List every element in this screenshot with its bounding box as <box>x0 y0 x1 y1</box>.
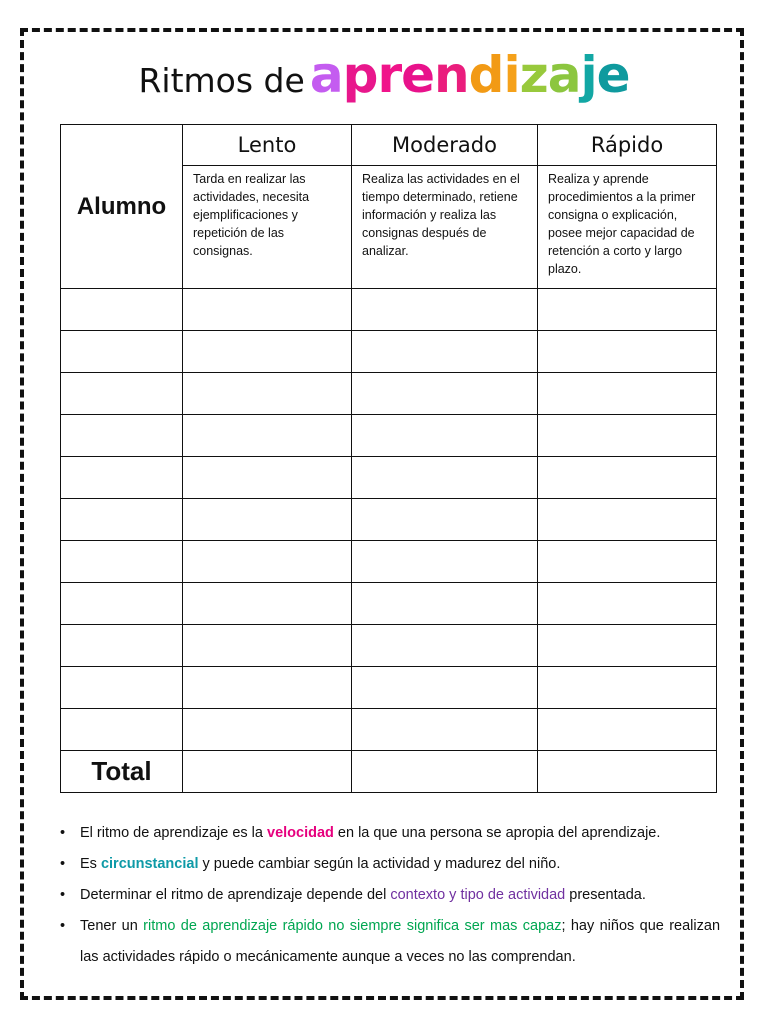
table-cell <box>61 541 183 583</box>
description-lento: Tarda en realizar las actividades, necesita ejemplificaciones y repetición de las consignas. <box>183 166 352 289</box>
total-row <box>61 751 717 793</box>
page-title <box>0 46 768 104</box>
table-cell <box>61 583 183 625</box>
column-header-moderado: Moderado <box>352 125 538 166</box>
table-row <box>61 583 717 625</box>
table-cell <box>183 583 352 625</box>
table-row <box>61 625 717 667</box>
table-cell <box>183 667 352 709</box>
table-cell <box>352 583 538 625</box>
title-letter: i <box>503 46 520 104</box>
note-text: en la que una persona se apropia del aprendizaje. <box>333 825 661 841</box>
table-cell <box>61 289 183 331</box>
table-cell <box>61 457 183 499</box>
table-row <box>61 331 717 373</box>
note-item <box>60 880 720 911</box>
table-row <box>61 289 717 331</box>
table-row <box>61 541 717 583</box>
table-cell <box>61 499 183 541</box>
table-cell <box>352 289 538 331</box>
table-cell <box>538 373 717 415</box>
title-letter: p <box>342 46 378 104</box>
notes-list <box>60 818 720 973</box>
table-cell <box>61 625 183 667</box>
table-cell <box>538 709 717 751</box>
table-cell <box>183 457 352 499</box>
note-item <box>60 818 720 849</box>
table-cell <box>352 625 538 667</box>
table-cell <box>538 457 717 499</box>
note-highlight: circunstancial <box>100 856 199 872</box>
title-letter: j <box>580 46 597 104</box>
table-cell <box>61 373 183 415</box>
title-letter: n <box>434 46 469 104</box>
table-cell <box>538 499 717 541</box>
table-cell <box>183 373 352 415</box>
title-letter: a <box>309 46 343 104</box>
table-row <box>61 709 717 751</box>
title-letter: z <box>519 46 548 104</box>
note-text: Tener un <box>80 918 144 934</box>
title-letter: e <box>596 46 630 104</box>
table-cell <box>352 373 538 415</box>
title-colored-word <box>310 46 630 104</box>
table-cell <box>183 709 352 751</box>
note-highlight: contexto y tipo de actividad <box>390 887 566 903</box>
total-cell <box>538 751 717 793</box>
table-cell <box>538 667 717 709</box>
table-cell <box>352 667 538 709</box>
table-cell <box>61 667 183 709</box>
note-text: presentada. <box>565 887 646 903</box>
title-letter: a <box>547 46 581 104</box>
note-text: ; hay niños que realizan las actividades rápido o mecánicamente aunque a veces no las comprendan. <box>80 918 721 965</box>
table-cell <box>352 331 538 373</box>
learning-rhythm-table <box>60 124 717 793</box>
note-highlight: ritmo de aprendizaje rápido no siempre significa ser mas capaz <box>143 918 562 934</box>
note-highlight: velocidad <box>267 825 334 841</box>
table-cell <box>352 709 538 751</box>
table-cell <box>538 289 717 331</box>
table-cell <box>61 709 183 751</box>
note-text: Es <box>80 856 101 872</box>
column-header-rapido: Rápido <box>538 125 717 166</box>
note-item <box>60 911 720 973</box>
table-cell <box>538 625 717 667</box>
table-cell <box>538 583 717 625</box>
note-text: Determinar el ritmo de aprendizaje depende del <box>80 887 391 903</box>
table-cell <box>352 541 538 583</box>
table-cell <box>183 541 352 583</box>
table-cell <box>61 415 183 457</box>
table-cell <box>352 415 538 457</box>
title-plain: Ritmos de <box>138 61 305 100</box>
table-cell <box>183 331 352 373</box>
description-rapido: Realiza y aprende procedimientos a la primer consigna o explicación, posee mejor capacidad de retención a corto y largo plazo. <box>538 166 717 289</box>
alumno-header: Alumno <box>61 125 183 289</box>
table-cell <box>183 289 352 331</box>
table-row <box>61 373 717 415</box>
note-text: El ritmo de aprendizaje es la <box>80 825 267 841</box>
table-cell <box>352 457 538 499</box>
title-letter: e <box>401 46 435 104</box>
total-cell <box>352 751 538 793</box>
table-cell <box>183 499 352 541</box>
total-cell <box>183 751 352 793</box>
table-row <box>61 457 717 499</box>
table-row <box>61 415 717 457</box>
table-cell <box>538 331 717 373</box>
title-letter: d <box>468 46 504 104</box>
title-letter: r <box>377 46 402 104</box>
table-cell <box>61 331 183 373</box>
table-row <box>61 499 717 541</box>
description-moderado: Realiza las actividades en el tiempo determinado, retiene información y realiza las consignas después de analizar. <box>352 166 538 289</box>
table-cell <box>538 415 717 457</box>
table-row <box>61 667 717 709</box>
note-item <box>60 849 720 880</box>
table-cell <box>352 499 538 541</box>
column-header-lento: Lento <box>183 125 352 166</box>
table-cell <box>183 625 352 667</box>
table-cell <box>183 415 352 457</box>
total-label: Total <box>61 751 183 793</box>
table-cell <box>538 541 717 583</box>
note-text: y puede cambiar según la actividad y madurez del niño. <box>198 856 561 872</box>
